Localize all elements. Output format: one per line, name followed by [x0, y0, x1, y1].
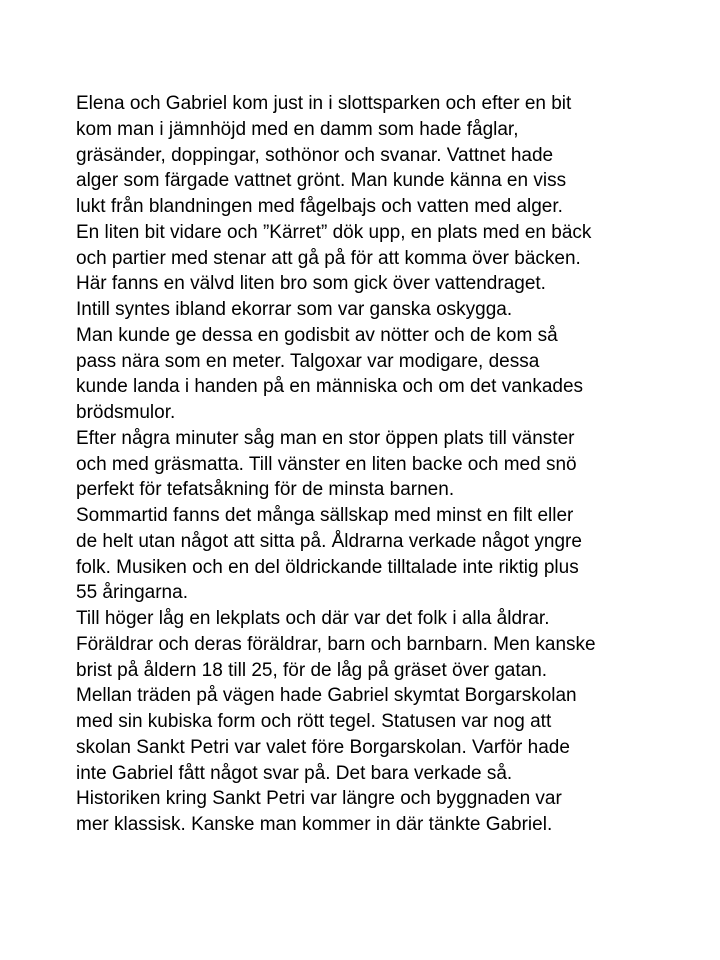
- text-line: skolan Sankt Petri var valet före Borgarskolan. Varför hade: [76, 736, 570, 758]
- text-line: brist på åldern 18 till 25, för de låg på gräset över gatan.: [76, 659, 548, 681]
- text-line: lukt från blandningen med fågelbajs och vatten med alger.: [76, 196, 563, 217]
- text-line: En liten bit vidare och ”Kärret” dök upp, en plats med en bäck: [76, 221, 592, 243]
- text-line: och med gräsmatta. Till vänster en liten backe och med snö: [76, 453, 577, 475]
- text-line: Sommartid fanns det många sällskap med minst en filt eller: [76, 505, 574, 526]
- text-line: med sin kubiska form och rött tegel. Statusen var nog att: [76, 711, 552, 732]
- text-line: och partier med stenar att gå på för att komma över bäcken.: [76, 247, 581, 269]
- text-line: kom man i jämnhöjd med en damm som hade fåglar,: [76, 118, 519, 140]
- story-text: [76, 91, 676, 838]
- text-line: 55 åringarna.: [76, 582, 188, 604]
- text-line: Efter några minuter såg man en stor öppen plats till vänster: [76, 427, 575, 449]
- text-line: inte Gabriel fått något svar på. Det bara verkade så.: [76, 762, 513, 784]
- text-line: brödsmulor.: [76, 402, 176, 423]
- text-line: mer klassisk. Kanske man kommer in där tänkte Gabriel.: [76, 814, 553, 835]
- text-line: de helt utan något att sitta på. Åldrarna verkade något yngre: [76, 530, 582, 552]
- text-line: perfekt för tefatsåkning för de minsta barnen.: [76, 479, 455, 501]
- text-line: Föräldrar och deras föräldrar, barn och barnbarn. Men kanske: [76, 633, 596, 655]
- text-line: Intill syntes ibland ekorrar som var ganska oskygga.: [76, 299, 513, 320]
- text-line: Elena och Gabriel kom just in i slottsparken och efter en bit: [76, 93, 572, 114]
- text-line: Här fanns en välvd liten bro som gick över vattendraget.: [76, 273, 546, 295]
- text-line: gräsänder, doppingar, sothönor och svanar. Vattnet hade: [76, 144, 554, 166]
- text-line: pass nära som en meter. Talgoxar var modigare, dessa: [76, 350, 540, 372]
- text-line: alger som färgade vattnet grönt. Man kunde känna en viss: [76, 170, 567, 192]
- text-line: Historiken kring Sankt Petri var längre och byggnaden var: [76, 788, 562, 810]
- text-line: Man kunde ge dessa en godisbit av nötter och de kom så: [76, 324, 558, 346]
- text-line: kunde landa i handen på en människa och om det vankades: [76, 376, 584, 398]
- text-line: Mellan träden på vägen hade Gabriel skymtat Borgarskolan: [76, 685, 577, 707]
- text-line: folk. Musiken och en del öldrickande tilltalade inte riktig plus: [76, 556, 579, 578]
- text-line: Till höger låg en lekplats och där var det folk i alla åldrar.: [76, 608, 550, 629]
